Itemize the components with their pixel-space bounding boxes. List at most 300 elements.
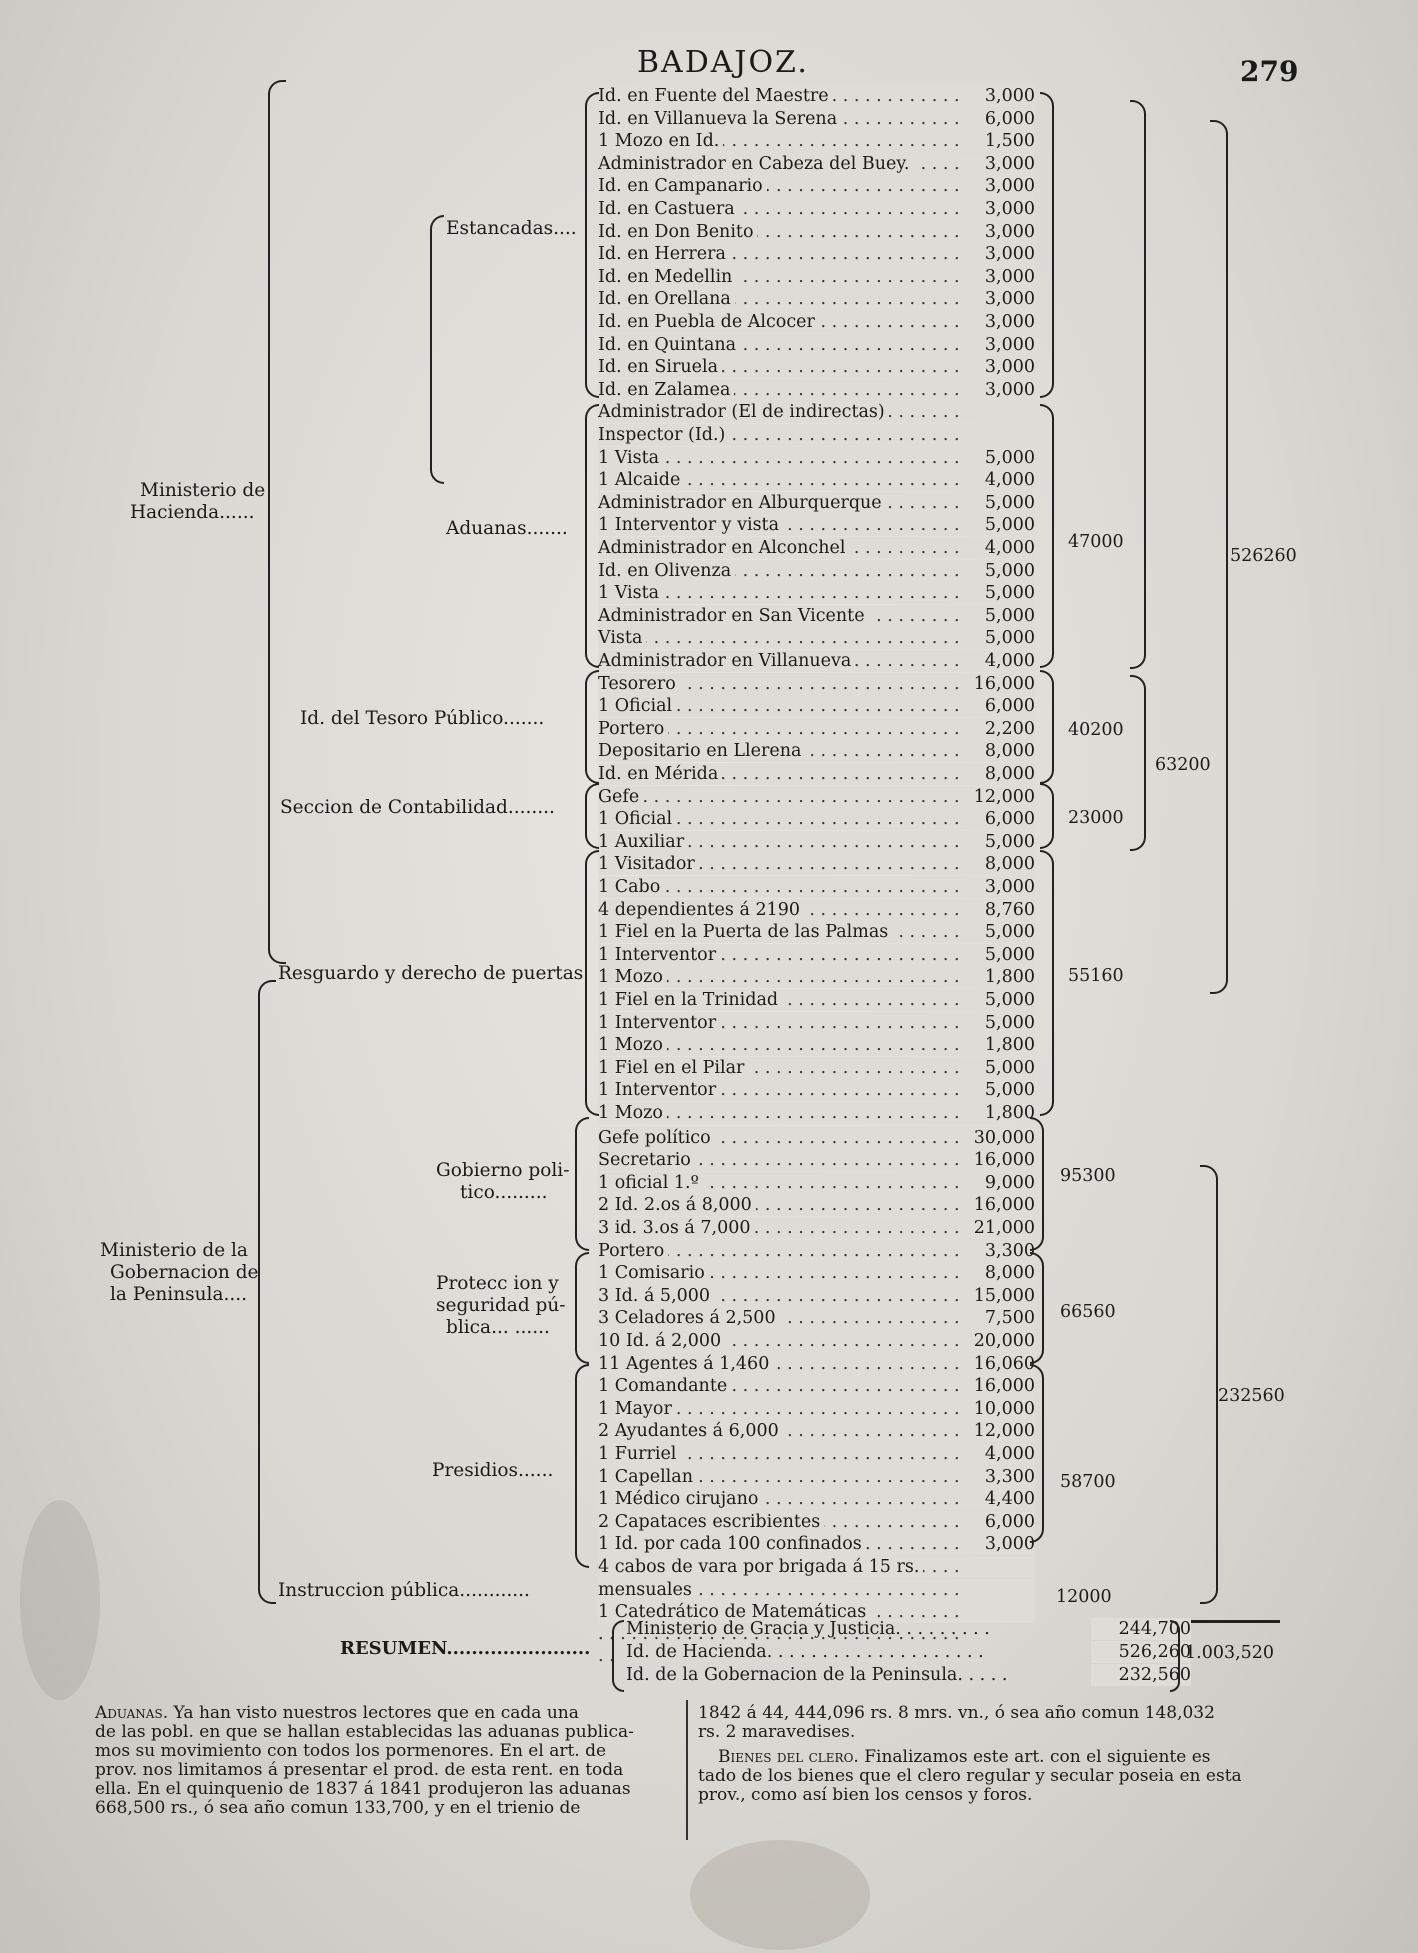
row-value: 16,000	[969, 1375, 1035, 1397]
row-value: 3,300	[969, 1240, 1035, 1262]
resumen-item	[626, 1641, 1246, 1663]
row-label	[598, 1240, 668, 1262]
table-row	[598, 627, 1035, 649]
row-label	[598, 1057, 748, 1079]
row-label	[598, 401, 889, 423]
row-label-text: 1 Comandante	[598, 1376, 731, 1396]
resumen-total: 1.003,520	[1185, 1643, 1275, 1663]
table-row	[598, 243, 1035, 265]
page-title: BADAJOZ.	[637, 45, 809, 80]
table-row	[598, 1034, 1035, 1056]
table-row	[598, 1353, 1035, 1375]
table-row	[598, 1533, 1035, 1555]
brace	[1030, 1117, 1044, 1251]
paragraph-bienes	[698, 1704, 1283, 1805]
row-value: 3,000	[969, 85, 1035, 107]
table-row	[598, 1511, 1035, 1533]
row-label-text: Id. en Fuente del Maestre	[598, 86, 833, 106]
row-label	[598, 627, 646, 649]
row-value: 5,000	[969, 831, 1035, 853]
row-label-text: 11 Agentes á 1,460	[598, 1354, 773, 1374]
brace	[1040, 850, 1054, 1116]
row-label	[598, 899, 804, 921]
row-label-text: 1 Mozo en Id.	[598, 131, 723, 151]
row-label	[598, 1353, 773, 1375]
row-value: 4,000	[969, 1443, 1035, 1465]
row-label	[598, 876, 664, 898]
resumen-item-value: 244,700	[1091, 1618, 1191, 1640]
row-value: 3,000	[969, 243, 1035, 265]
row-value: 3,000	[969, 288, 1035, 310]
brace	[1170, 1620, 1180, 1692]
paragraph-line: mos su movimiento con todos los pormenores. En el art. de	[95, 1741, 607, 1761]
table-row	[598, 1443, 1035, 1465]
table-row	[598, 153, 1035, 175]
table-row	[598, 786, 1035, 808]
row-label-text: 1 Fiel en la Puerta de las Palmas	[598, 922, 892, 942]
paragraph-line: 1842 á 44, 444,096 rs. 8 mrs. vn., ó sea año comun 148,032	[698, 1703, 1215, 1723]
table-row	[598, 808, 1035, 830]
row-value: 3,000	[969, 266, 1035, 288]
resumen-item-dots: . . . . .	[957, 1665, 1008, 1685]
row-label-text: 1 Alcaide	[598, 470, 684, 490]
brace	[585, 783, 599, 849]
row-label	[598, 1217, 755, 1239]
row-value: 3,000	[969, 175, 1035, 197]
row-label-text: 2 Id. 2.os á 8,000	[598, 1195, 756, 1215]
paragraph-line: tado de los bienes que el clero regular y secular poseia en esta	[698, 1766, 1242, 1786]
row-label-text: 1 Capellan	[598, 1467, 697, 1487]
row-label-text: 1 Mozo	[598, 1103, 667, 1123]
row-label	[598, 221, 757, 243]
row-value: 8,760	[969, 899, 1035, 921]
row-value: 1,800	[969, 1034, 1035, 1056]
group-instruccion: Instruccion pública............	[278, 1580, 530, 1601]
table-row	[598, 989, 1035, 1011]
row-label-text: Id. en Medellin	[598, 267, 736, 287]
row-label	[598, 1466, 697, 1488]
group-proteccion-line: seguridad pú-	[436, 1295, 566, 1316]
row-value: 8,000	[969, 853, 1035, 875]
row-label	[598, 560, 735, 582]
row-label	[598, 786, 643, 808]
row-label	[598, 1079, 720, 1101]
resumen-item-dots: . . . . . . . . .	[895, 1619, 990, 1639]
row-label	[598, 1488, 762, 1510]
row-label	[598, 469, 684, 491]
row-value: 2,200	[969, 718, 1035, 740]
table-row	[598, 514, 1035, 536]
paragraph-line: prov., como así bien los censos y foros.	[698, 1785, 1033, 1805]
group-ministerio-gobernacion-line: Ministerio de la	[100, 1240, 248, 1261]
table-row	[598, 288, 1035, 310]
table-row	[598, 311, 1035, 333]
paragraph-line: 668,500 rs., ó sea año comun 133,700, y en el trienio de	[95, 1798, 581, 1818]
row-label-text: Administrador en San Vicente	[598, 606, 869, 626]
row-label	[598, 1398, 676, 1420]
group-proteccion	[436, 1273, 566, 1339]
group-gobierno-line: Gobierno poli-	[436, 1160, 570, 1181]
table-row	[598, 695, 1035, 717]
row-label	[598, 921, 892, 943]
row-label-text: Gefe político	[598, 1128, 715, 1148]
group-ministerio-gobernacion-line: la Peninsula....	[110, 1284, 248, 1305]
row-label	[598, 1556, 923, 1578]
resumen-item-value: 526,260	[1091, 1641, 1191, 1663]
row-label-text: 1 Interventor	[598, 945, 720, 965]
row-label-text: Inspector (Id.)	[598, 425, 729, 445]
row-label-text: Id. en Zalamea	[598, 380, 734, 400]
paper-stain	[690, 1840, 870, 1950]
total-tesoro-contabilidad: 63200	[1155, 755, 1211, 775]
row-label	[598, 514, 783, 536]
row-label	[598, 1330, 725, 1352]
row-value: 12,000	[969, 1420, 1035, 1442]
row-value: 3,000	[969, 311, 1035, 333]
brace	[1040, 404, 1054, 668]
row-label	[598, 1102, 667, 1124]
row-label-text: Id. en Orellana	[598, 289, 735, 309]
row-label-text: Id. en Castuera	[598, 199, 739, 219]
group-gobierno-line: tico.........	[460, 1182, 548, 1203]
table-row	[598, 560, 1035, 582]
row-label	[598, 1375, 731, 1397]
table-row	[598, 763, 1035, 785]
table-row	[598, 1079, 1035, 1101]
row-label-text: 1 Médico cirujano	[598, 1489, 762, 1509]
table-row	[598, 921, 1035, 943]
total-hacienda: 526260	[1230, 546, 1297, 566]
brace	[1040, 670, 1054, 784]
row-label-text: 1 Interventor y vista	[598, 515, 783, 535]
table-row	[598, 334, 1035, 356]
total-proteccion: 66560	[1060, 1302, 1116, 1322]
table-row	[598, 1057, 1035, 1079]
brace	[585, 670, 599, 784]
row-value: 5,000	[969, 605, 1035, 627]
resumen-label: RESUMEN.......................	[340, 1638, 591, 1659]
row-label	[598, 1149, 695, 1171]
table-row	[598, 175, 1035, 197]
row-label-text: 1 Mozo	[598, 967, 667, 987]
total-contabilidad: 23000	[1068, 808, 1124, 828]
row-value: 16,000	[969, 1194, 1035, 1216]
row-value: 15,000	[969, 1285, 1035, 1307]
row-value: 5,000	[969, 944, 1035, 966]
row-label	[598, 108, 841, 130]
row-value: 3,000	[969, 356, 1035, 378]
row-value: 9,000	[969, 1172, 1035, 1194]
group-gobierno	[436, 1160, 569, 1204]
brace	[258, 980, 276, 1604]
row-label	[598, 175, 767, 197]
resumen-item-value: 232,560	[1091, 1664, 1191, 1686]
row-label-text: Gefe	[598, 787, 643, 807]
brace	[1130, 675, 1146, 851]
row-label	[598, 966, 667, 988]
row-label-text: Id. en Villanueva la Serena	[598, 109, 841, 129]
table-row	[598, 1420, 1035, 1442]
row-value: 10,000	[969, 1398, 1035, 1420]
total-tesoro: 40200	[1068, 720, 1124, 740]
row-value: 1,500	[969, 130, 1035, 152]
row-label	[598, 831, 688, 853]
row-label	[598, 582, 663, 604]
table-row	[598, 582, 1035, 604]
row-label	[598, 1262, 709, 1284]
group-aduanas: Aduanas.......	[446, 518, 568, 539]
row-label-text: 1 Cabo	[598, 877, 664, 897]
table-row	[598, 876, 1035, 898]
row-label-text: 1 Comisario	[598, 1263, 709, 1283]
row-label-text: Secretario	[598, 1150, 695, 1170]
paragraph-head: Bienes del clero.	[718, 1747, 859, 1767]
row-value: 5,000	[969, 514, 1035, 536]
row-label	[598, 1012, 720, 1034]
column-divider	[686, 1700, 688, 1840]
brace	[575, 1252, 589, 1364]
row-value: 4,000	[969, 650, 1035, 672]
group-presidios: Presidios......	[432, 1460, 554, 1481]
row-label	[598, 356, 722, 378]
group-proteccion-line: Protecc ion y	[436, 1273, 559, 1294]
table-row	[598, 1012, 1035, 1034]
row-label	[598, 537, 849, 559]
table-row	[598, 108, 1035, 130]
paragraph-line: prov. nos limitamos á presentar el prod. de esta rent. en toda	[95, 1760, 624, 1780]
table-row	[598, 1127, 1035, 1149]
row-label-text: 4 dependientes á 2190	[598, 900, 804, 920]
row-label	[598, 1420, 783, 1442]
row-value: 5,000	[969, 921, 1035, 943]
table-row	[598, 605, 1035, 627]
row-value: 5,000	[969, 560, 1035, 582]
table-row	[598, 424, 1035, 446]
brace	[585, 404, 599, 668]
row-label-text: 1 Id. por cada 100 confinados	[598, 1534, 866, 1554]
row-value: 6,000	[969, 1511, 1035, 1533]
row-value: 5,000	[969, 1057, 1035, 1079]
row-label-text: 1 Mayor	[598, 1399, 676, 1419]
table-row	[598, 966, 1035, 988]
row-value: 6,000	[969, 695, 1035, 717]
row-label-text: Tesorero	[598, 674, 680, 694]
table-row	[598, 469, 1035, 491]
row-label-text: 1 Vista	[598, 583, 663, 603]
table-row	[598, 1375, 1035, 1397]
row-label	[598, 424, 729, 446]
row-label	[598, 198, 739, 220]
row-value: 8,000	[969, 740, 1035, 762]
row-label	[598, 808, 676, 830]
row-label	[598, 1172, 703, 1194]
table-row	[598, 1217, 1035, 1239]
brace	[1130, 100, 1146, 669]
row-label	[598, 605, 869, 627]
paragraph-line: rs. 2 maravedises.	[698, 1722, 856, 1742]
paragraph-aduanas	[95, 1704, 675, 1818]
table-row	[598, 1488, 1035, 1510]
table-row	[598, 1149, 1035, 1171]
group-tesoro: Id. del Tesoro Público.......	[300, 708, 545, 729]
table-row	[598, 831, 1035, 853]
row-label-text: 3 id. 3.os á 7,000	[598, 1218, 755, 1238]
row-label-text: Id. en Olivenza	[598, 561, 735, 581]
row-value: 3,300	[969, 1466, 1035, 1488]
row-value: 3,000	[969, 876, 1035, 898]
row-value: 5,000	[969, 447, 1035, 469]
row-value: 4,000	[969, 537, 1035, 559]
group-ministerio-hacienda	[130, 480, 265, 524]
table-row	[598, 401, 1035, 423]
row-label-text: 1 Interventor	[598, 1080, 720, 1100]
row-value: 3,000	[969, 198, 1035, 220]
paragraph-line: ella. En el quinquenio de 1837 á 1841 produjeron las aduanas	[95, 1779, 631, 1799]
table-row	[598, 1579, 1035, 1601]
row-label-text: 1 Visitador	[598, 854, 699, 874]
paragraph-line: de las pobl. en que se hallan establecidas las aduanas publica-	[95, 1722, 634, 1742]
paragraph-text: Ya han visto nuestros lectores que en cada una	[173, 1703, 579, 1723]
resumen-item	[626, 1664, 1246, 1686]
table-row	[598, 853, 1035, 875]
table-row	[598, 379, 1035, 401]
row-value: 21,000	[969, 1217, 1035, 1239]
paragraph-line	[698, 1748, 1283, 1767]
row-value: 4,000	[969, 469, 1035, 491]
table-row	[598, 1307, 1035, 1329]
row-label	[598, 266, 736, 288]
row-label	[598, 1511, 824, 1533]
row-value: 5,000	[969, 582, 1035, 604]
brace	[1210, 120, 1228, 994]
brace	[585, 850, 599, 1116]
row-label	[598, 447, 663, 469]
row-label-text: 10 Id. á 2,000	[598, 1331, 725, 1351]
row-label	[598, 763, 722, 785]
row-label	[598, 492, 886, 514]
table-row	[598, 1398, 1035, 1420]
row-label	[598, 379, 734, 401]
row-label-text: 1 Oficial	[598, 809, 676, 829]
brace	[575, 1364, 589, 1568]
table-row	[598, 130, 1035, 152]
table-row	[598, 740, 1035, 762]
row-label	[598, 1533, 866, 1555]
row-label-text: Administrador en Villanueva	[598, 651, 855, 671]
row-label	[598, 650, 855, 672]
brace	[585, 92, 599, 398]
table-row	[598, 1240, 1035, 1262]
row-label	[598, 85, 833, 107]
table-row	[598, 1556, 1035, 1578]
row-label	[598, 1034, 667, 1056]
row-label-text: Vista	[598, 628, 646, 648]
row-label-text: 4 cabos de vara por brigada á 15 rs.	[598, 1557, 923, 1577]
row-label	[598, 989, 782, 1011]
group-resguardo: Resguardo y derecho de puertas	[278, 963, 584, 984]
row-label-text: Depositario en Llerena	[598, 741, 805, 761]
row-label	[598, 695, 676, 717]
row-label	[598, 153, 914, 175]
row-label-text: mensuales	[598, 1580, 696, 1600]
group-ministerio-hacienda-line: Hacienda......	[130, 502, 255, 523]
table-row	[598, 1285, 1035, 1307]
row-value: 16,000	[969, 673, 1035, 695]
row-label	[598, 1443, 680, 1465]
row-label	[598, 311, 819, 333]
row-label-text: 1 Auxiliar	[598, 832, 688, 852]
table-row	[598, 1102, 1035, 1124]
row-label-text: 1 Interventor	[598, 1013, 720, 1033]
resumen-item-label: Id. de Hacienda	[626, 1642, 767, 1662]
row-label-text: 1 Oficial	[598, 696, 676, 716]
brace	[1040, 783, 1054, 849]
brace	[575, 1117, 589, 1251]
brace	[430, 215, 444, 484]
row-label	[598, 1307, 780, 1329]
brace	[268, 80, 286, 964]
table-row	[598, 447, 1035, 469]
row-value: 6,000	[969, 808, 1035, 830]
paper-stain	[20, 1500, 100, 1700]
row-label-text: 1 Vista	[598, 448, 663, 468]
row-label-text: Id. en Herrera	[598, 244, 730, 264]
row-label-text: Id. en Mérida	[598, 764, 722, 784]
row-value: 7,500	[969, 1307, 1035, 1329]
table-row	[598, 673, 1035, 695]
row-label-text: Id. en Quintana	[598, 335, 740, 355]
row-label-text: Portero	[598, 719, 668, 739]
table-row	[598, 198, 1035, 220]
total-instruccion: 12000	[1056, 1587, 1112, 1607]
group-proteccion-line: blica... ......	[446, 1317, 550, 1338]
group-contabilidad: Seccion de Contabilidad........	[280, 797, 555, 818]
row-label-text: 3 Id. á 5,000	[598, 1286, 714, 1306]
row-value: 1,800	[969, 1102, 1035, 1124]
group-estancadas: Estancadas....	[446, 218, 577, 239]
group-ministerio-gobernacion-line: Gobernacion de	[110, 1262, 259, 1283]
row-value: 5,000	[969, 1079, 1035, 1101]
row-label-text: Administrador (El de indirectas)	[598, 402, 889, 422]
brace	[1200, 1165, 1218, 1604]
row-label-text: Portero	[598, 1241, 668, 1261]
row-value: 5,000	[969, 989, 1035, 1011]
row-label-text: Id. en Campanario	[598, 176, 767, 196]
row-value: 5,000	[969, 1012, 1035, 1034]
row-label-text: 3 Celadores á 2,500	[598, 1308, 780, 1328]
resumen-item-label: Id. de la Gobernacion de la Peninsula	[626, 1665, 958, 1685]
row-label-text: 1 Furriel	[598, 1444, 680, 1464]
row-value: 3,000	[969, 379, 1035, 401]
row-label-text: 1 Fiel en el Pilar	[598, 1058, 748, 1078]
total-aduanas-estancadas: 47000	[1068, 532, 1124, 552]
row-label-text: 2 Capataces escribientes	[598, 1512, 824, 1532]
row-label-text: Administrador en Alconchel	[598, 538, 849, 558]
row-value: 5,000	[969, 627, 1035, 649]
row-value: 5,000	[969, 492, 1035, 514]
row-label-text: Administrador en Cabeza del Buey.	[598, 154, 914, 174]
paragraph-text: Finalizamos este art. con el siguiente es	[864, 1747, 1211, 1767]
row-value: 16,000	[969, 1149, 1035, 1171]
row-label-text: 1 Mozo	[598, 1035, 667, 1055]
table-row	[598, 266, 1035, 288]
row-label	[598, 853, 699, 875]
row-value: 3,000	[969, 334, 1035, 356]
row-value: 16,060	[969, 1353, 1035, 1375]
row-value: 8,000	[969, 1262, 1035, 1284]
table-row	[598, 650, 1035, 672]
table-row	[598, 537, 1035, 559]
